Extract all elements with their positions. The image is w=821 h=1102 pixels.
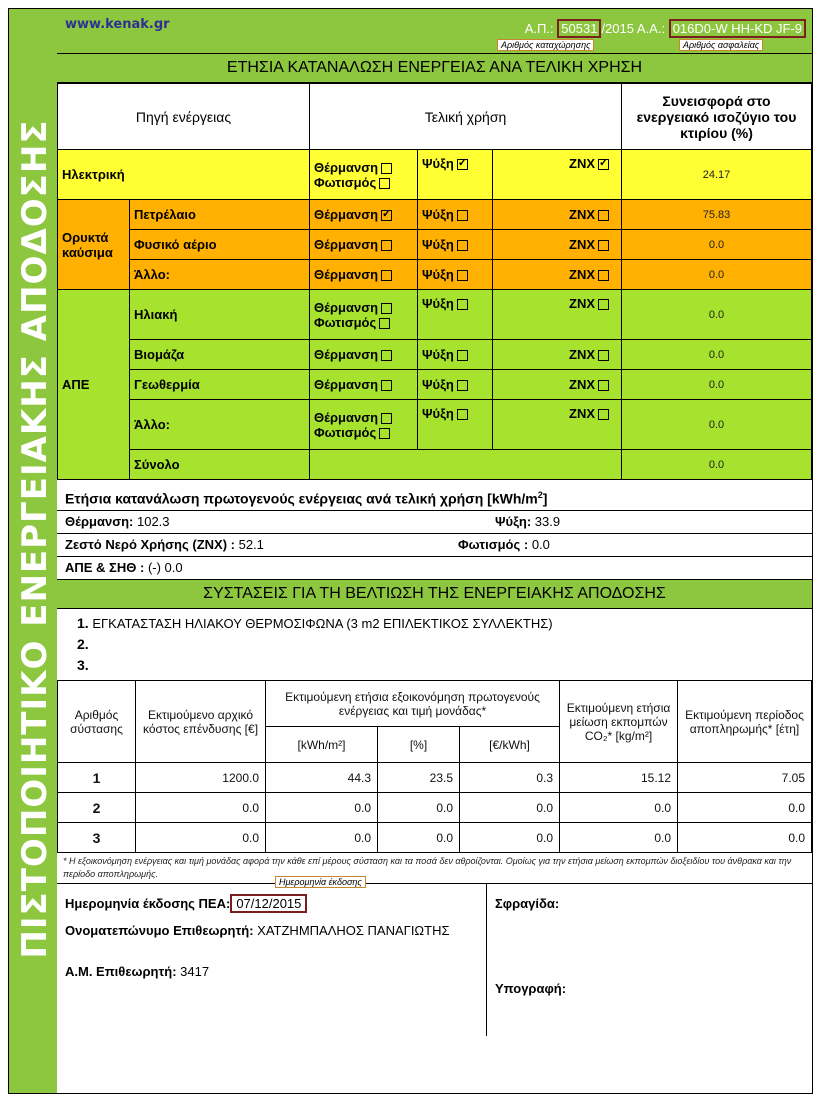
checkbox-icon[interactable]	[379, 318, 390, 329]
checkbox-icon[interactable]	[598, 240, 609, 251]
checkbox-icon[interactable]	[379, 178, 390, 189]
recommendation-item: 2.	[77, 636, 89, 652]
fossil-group: Ορυκτά καύσιμα	[58, 200, 130, 290]
table-row: 1 1200.0 44.3 23.5 0.3 15.12 7.05	[58, 763, 812, 793]
recommendation-list	[57, 609, 812, 680]
res-total-value: 0.0	[622, 450, 812, 480]
oil-value: 75.83	[622, 200, 812, 230]
row-res-other	[58, 400, 812, 450]
header-source: Πηγή ενέργειας	[58, 84, 310, 150]
fossil-other-value: 0.0	[622, 260, 812, 290]
res-other-dhw: ΖΝΧ	[493, 400, 622, 450]
inspector-label: Ονοματεπώνυμο Επιθεωρητή:	[65, 923, 254, 938]
ap-number: 50531	[557, 19, 601, 38]
biomass-label: Βιομάζα	[130, 340, 310, 370]
inspector-name: ΧΑΤΖΗΜΠΑΛΗΟΣ ΠΑΝΑΓΙΩΤΗΣ	[257, 923, 450, 938]
checkbox-icon[interactable]	[381, 240, 392, 251]
biomass-cooling: Ψύξη	[418, 340, 493, 370]
res-other-label: Άλλο:	[130, 400, 310, 450]
checkbox-icon[interactable]	[457, 240, 468, 251]
res-other-value: 0.0	[622, 400, 812, 450]
primary-res-label: ΑΠΕ & ΣΗΘ :	[65, 560, 145, 575]
signature-block	[57, 877, 812, 1036]
geothermal-label: Γεωθερμία	[130, 370, 310, 400]
gas-dhw: ΖΝΧ	[493, 230, 622, 260]
oil-dhw: ΖΝΧ	[493, 200, 622, 230]
primary-heating-value: 102.3	[136, 514, 170, 529]
footnote: * Η εξοικονόμηση ενέργειας και τιμή μονάδας αφορά την κάθε επί μέρους σύσταση και τα ποσά δεν αθροίζονται. Ομοίως για την ετήσια μείωση εκπομπών διοξειδίου του άνθρακα και την περίοδο αποπληρωμής.	[63, 856, 792, 879]
fossil-other-heating: Θέρμανση	[310, 260, 418, 290]
sidebar-band	[9, 9, 57, 1093]
checkbox-icon[interactable]	[381, 350, 392, 361]
geothermal-dhw: ΖΝΧ	[493, 370, 622, 400]
rt-header-savings: Εκτιμούμενη ετήσια εξοικονόμηση πρωτογενούς ενέργειας και τιμή μονάδας*	[266, 681, 560, 727]
primary-dhw-label: Ζεστό Νερό Χρήσης (ΖΝΧ) :	[65, 537, 235, 552]
recommendation-table	[57, 680, 812, 853]
checkbox-icon[interactable]	[381, 303, 392, 314]
rt-header-num: Αριθμός σύστασης	[58, 681, 136, 763]
issue-date-tag: Ημερομηνία έκδοσης	[275, 876, 366, 888]
issue-label: Ημερομηνία έκδοσης ΠΕΑ:	[65, 896, 231, 911]
gas-value: 0.0	[622, 230, 812, 260]
checkbox-icon[interactable]	[457, 380, 468, 391]
row-electric	[58, 150, 812, 200]
inspector-info	[57, 884, 487, 1036]
table-row: 2 0.0 0.0 0.0 0.0 0.0 0.0	[58, 793, 812, 823]
solar-heating: Θέρμανση Φωτισμός	[310, 290, 418, 340]
checkbox-icon[interactable]	[598, 270, 609, 281]
rt-header-pct: [%]	[378, 727, 460, 763]
fossil-other-label: Άλλο:	[130, 260, 310, 290]
electric-dhw: ΖΝΧ✓	[493, 150, 622, 200]
site-url[interactable]: www.kenak.gr	[65, 17, 170, 32]
oil-label: Πετρέλαιο	[130, 200, 310, 230]
recommendation-item: 3.	[77, 657, 89, 673]
checkbox-icon[interactable]	[598, 299, 609, 310]
checkbox-icon[interactable]	[381, 380, 392, 391]
primary-row-3	[57, 557, 812, 580]
certificate-page	[8, 8, 813, 1094]
ap-year: /2015	[601, 21, 634, 36]
fossil-other-cooling: Ψύξη	[418, 260, 493, 290]
row-oil	[58, 200, 812, 230]
issue-date: 07/12/2015	[230, 894, 307, 913]
res-other-heating: Θέρμανση Φωτισμός	[310, 400, 418, 450]
fossil-other-dhw: ΖΝΧ	[493, 260, 622, 290]
primary-dhw-value: 52.1	[238, 537, 264, 552]
aa-value: 016D0-W HH-KD JF-9	[669, 19, 806, 38]
checkbox-icon[interactable]	[379, 428, 390, 439]
biomass-heating: Θέρμανση	[310, 340, 418, 370]
checkbox-icon[interactable]	[598, 159, 609, 170]
primary-res-value: (-) 0.0	[147, 560, 183, 575]
res-group: ΑΠΕ	[58, 290, 130, 480]
biomass-dhw: ΖΝΧ	[493, 340, 622, 370]
ap-label: Α.Π.:	[524, 21, 554, 36]
oil-cooling: Ψύξη	[418, 200, 493, 230]
header-strip	[57, 9, 812, 53]
row-fossil-other	[58, 260, 812, 290]
checkbox-icon[interactable]	[457, 350, 468, 361]
res-other-cooling: Ψύξη	[418, 400, 493, 450]
checkbox-icon[interactable]	[381, 413, 392, 424]
primary-row-1	[57, 511, 812, 534]
registration-tag: Αριθμός καταχώρησης	[497, 39, 594, 51]
rt-header-eur: [€/kWh]	[460, 727, 560, 763]
rt-header-payback: Εκτιμούμενη περίοδος αποπληρωμής* [έτη]	[678, 681, 812, 763]
primary-energy-title: Ετήσια κατανάλωση πρωτογενούς ενέργειας ανά τελική χρήση $[kWh/m^2]$	[57, 480, 812, 511]
geothermal-cooling: Ψύξη	[418, 370, 493, 400]
sidebar-title: ΠΙΣΤΟΠΟΙΗΤΙΚΟ ΕΝΕΡΓΕΙΑΚΗΣ ΑΠΟΔΟΣΗΣ	[15, 119, 55, 959]
row-biomass	[58, 340, 812, 370]
solar-cooling: Ψύξη	[418, 290, 493, 340]
solar-label: Ηλιακή	[130, 290, 310, 340]
res-total-empty	[310, 450, 622, 480]
row-res-total	[58, 450, 812, 480]
biomass-value: 0.0	[622, 340, 812, 370]
row-gas	[58, 230, 812, 260]
gas-label: Φυσικό αέριο	[130, 230, 310, 260]
checkbox-icon[interactable]	[457, 299, 468, 310]
checkbox-icon[interactable]	[457, 159, 468, 170]
header-use: Τελική χρήση	[310, 84, 622, 150]
checkbox-icon[interactable]	[598, 409, 609, 420]
gas-cooling: Ψύξη	[418, 230, 493, 260]
checkbox-icon[interactable]	[457, 409, 468, 420]
content-area	[57, 9, 812, 1093]
section-recommendations-title: ΣΥΣΤΑΣΕΙΣ ΓΙΑ ΤΗ ΒΕΛΤΙΩΣΗ ΤΗΣ ΕΝΕΡΓΕΙΑΚΗΣ ΑΠΟΔΟΣΗΣ	[57, 580, 812, 609]
row-geothermal	[58, 370, 812, 400]
am-value: 3417	[180, 964, 210, 979]
geothermal-value: 0.0	[622, 370, 812, 400]
rt-header-cost: Εκτιμούμενο αρχικό κόστος επένδυσης [€]	[136, 681, 266, 763]
primary-heating-label: Θέρμανση:	[65, 514, 134, 529]
stamp-label: Σφραγίδα:	[495, 896, 560, 911]
stamp-area	[487, 884, 812, 1036]
row-solar	[58, 290, 812, 340]
rt-header-kwh: [kWh/m²]	[266, 727, 378, 763]
geothermal-heating: Θέρμανση	[310, 370, 418, 400]
gas-heating: Θέρμανση	[310, 230, 418, 260]
primary-lighting-label: Φωτισμός :	[458, 537, 529, 552]
am-label: Α.Μ. Επιθεωρητή:	[65, 964, 177, 979]
checkbox-icon[interactable]	[381, 210, 392, 221]
checkbox-icon[interactable]	[598, 380, 609, 391]
energy-table	[57, 83, 812, 480]
electric-heating: Θέρμανση Φωτισμός	[310, 150, 418, 200]
electric-cooling: Ψύξη✓	[418, 150, 493, 200]
oil-heating: Θέρμανση✓	[310, 200, 418, 230]
checkbox-icon[interactable]	[598, 350, 609, 361]
rt-header-co2: Εκτιμούμενη ετήσια μείωση εκπομπών CO₂* [kg/m²]	[560, 681, 678, 763]
checkbox-icon[interactable]	[457, 270, 468, 281]
section-energy-title: ΕΤΗΣΙΑ ΚΑΤΑΝΑΛΩΣΗ ΕΝΕΡΓΕΙΑΣ ΑΝΑ ΤΕΛΙΚΗ ΧΡΗΣΗ	[57, 53, 812, 83]
signature-label: Υπογραφή:	[495, 981, 567, 996]
checkbox-icon[interactable]	[457, 210, 468, 221]
res-total-label: Σύνολο	[130, 450, 310, 480]
primary-cooling-label: Ψύξη:	[495, 514, 532, 529]
primary-lighting-value: 0.0	[531, 537, 550, 552]
solar-value: 0.0	[622, 290, 812, 340]
security-tag: Αριθμός ασφαλείας	[679, 39, 763, 51]
electric-value: 24.17	[622, 150, 812, 200]
solar-dhw: ΖΝΧ	[493, 290, 622, 340]
aa-label: Α.Α.:	[636, 21, 666, 36]
registration-line	[525, 21, 806, 36]
recommendation-item: 1. ΕΓΚΑΤΑΣΤΑΣΗ ΗΛΙΑΚΟΥ ΘΕΡΜΟΣΙΦΩΝΑ (3 m2 ΕΠΙΛΕΚΤΙΚΟΣ ΣΥΛΛΕΚΤΗΣ)	[77, 615, 553, 631]
checkbox-icon[interactable]	[381, 163, 392, 174]
primary-row-2	[57, 534, 812, 557]
electric-label: Ηλεκτρική	[58, 150, 310, 200]
primary-cooling-value: 33.9	[534, 514, 561, 529]
header-contribution: Συνεισφορά στο ενεργειακό ισοζύγιο του κτιρίου (%)	[622, 84, 812, 150]
table-row: 3 0.0 0.0 0.0 0.0 0.0 0.0	[58, 823, 812, 853]
checkbox-icon[interactable]	[598, 210, 609, 221]
checkbox-icon[interactable]	[381, 270, 392, 281]
